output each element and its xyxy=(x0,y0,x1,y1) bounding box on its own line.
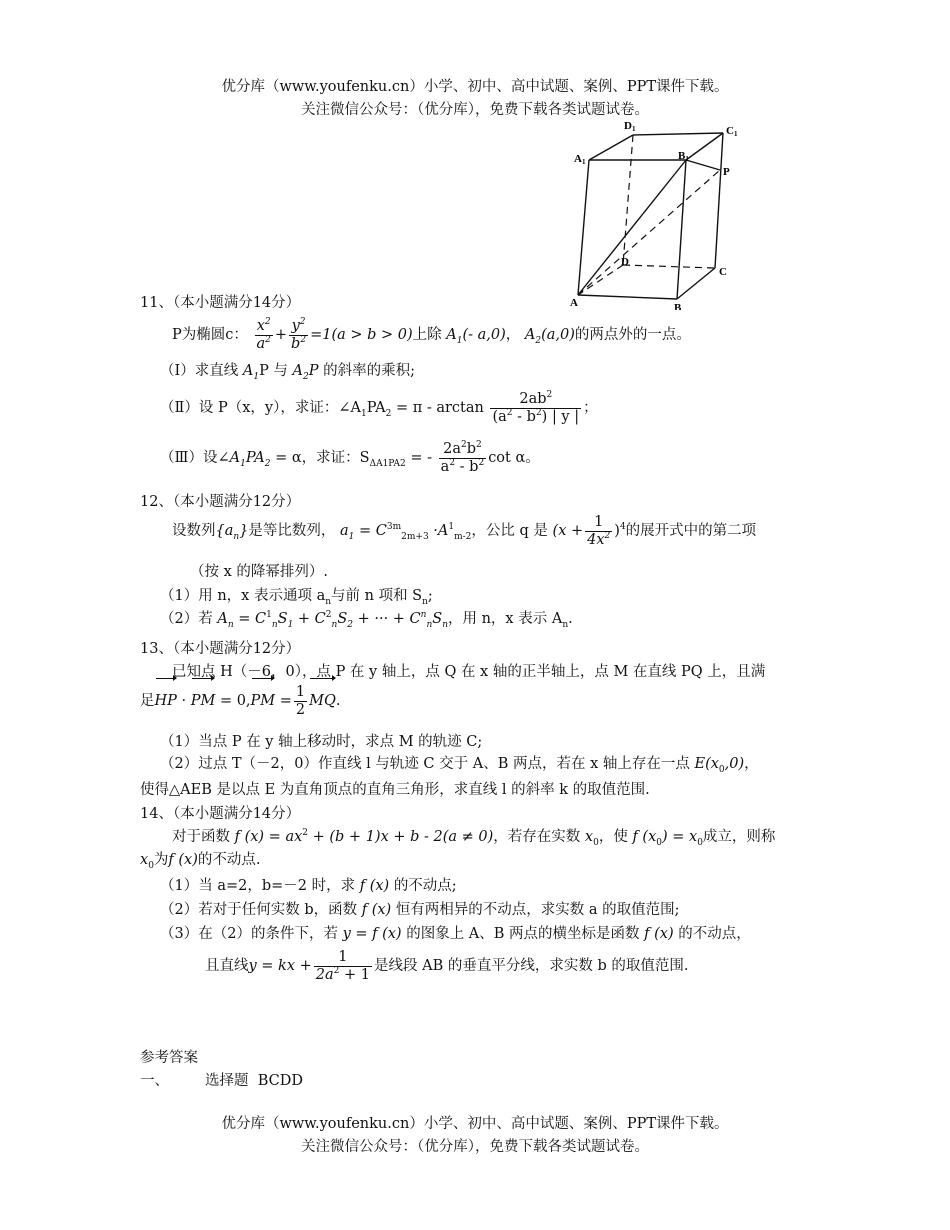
label-d: D xyxy=(621,256,629,268)
q14-last: 且直线y = kx + $\frac{1}{2a^2 + 1}$ 是线段 AB 的垂直平分线，求实数 b 的取值范围. xyxy=(205,948,689,983)
q12-part2: （2）若 $A_n = C^1_nS_1 + C^2_nS_2$ + ··· + $C^n_nS_n$，用 n，x 表示 $A_n$. xyxy=(160,610,573,630)
q13-line2: 足HP · PM = 0,PM = $\frac{1}{2}$ MQ. xyxy=(140,680,341,722)
q13-title: 13、（本小题满分12分） xyxy=(140,641,301,657)
q13-line-last: 使得△AEB 是以点 E 为直角顶点的直角三角形，求直线 l 的斜率 k 的取值范围. xyxy=(140,782,650,798)
cube-figure xyxy=(565,115,745,310)
footer-line-1: 优分库（www.youfenku.cn）小学、初中、高中试题、案例、PPT课件下载。 xyxy=(221,1116,729,1132)
q14-line1: 对于函数 f $(x) = ax^2 + (b + 1)x + b - 2(a \ne 0)$，若存在实数 $x_0$，使 f $(x_0) = x_0$成立，则称 xyxy=(172,828,776,848)
q11-part3: （Ⅲ）设$\angle A_1PA_2 = \alpha$，求证：$S_{\Delta A1PA2}$ = - $\frac{2a^2b^2}{a^2 - b^2}$ cot α。 xyxy=(160,439,540,475)
label-b: B xyxy=(674,302,682,310)
q11-title: 11、（本小题满分14分） xyxy=(140,295,301,311)
header-line-2: 关注微信公众号：（优分库），免费下载各类试题试卷。 xyxy=(301,102,649,118)
answers-title: 参考答案 xyxy=(140,1050,198,1066)
footer-line-2: 关注微信公众号：（优分库），免费下载各类试题试卷。 xyxy=(301,1139,649,1155)
q13-part1: （1）当点 P 在 y 轴上移动时，求点 M 的轨迹 C; xyxy=(160,734,483,750)
q12-part1: （1）用 n，x 表示通项 $a_n$与前 n 项和 $S_n$; xyxy=(160,588,433,607)
q11-part1: （Ⅰ）求直线 $A_1P$ 与 $A_2P$ 的斜率的乘积; xyxy=(160,363,416,382)
q12-line1: 设数列$\{a_n\}$是等比数列， $a_1 = C^{3m}_{2m+3} \cdot A^1_{m-2}$，公比 q 是 (x + $\frac{1}{4x^2}$ )$^4$的展开式中的第二项 xyxy=(172,513,757,548)
q12-title: 12、（本小题满分12分） xyxy=(140,494,301,510)
label-c: C xyxy=(719,266,727,278)
q14-part3: （3）在（2）的条件下，若 y = f (x) 的图象上 A、B 两点的横坐标是函数 f (x) 的不动点， xyxy=(160,926,751,942)
q14-part2: （2）若对于任何实数 b，函数 f (x) 恒有两相异的不动点，求实数 a 的取值范围; xyxy=(160,902,680,918)
q11-part2: （Ⅱ）设 P（x，y），求证：$\angle A_1PA_2 = \pi - \arctan$ $\frac{2ab^2}{(a^2 - b^2) | y |}$ ； xyxy=(160,389,598,425)
q12-line2: （按 x 的降幂排列）. xyxy=(190,564,329,580)
q11-statement: P为椭圆c： $\frac{x^2}{a^2}$ + $\frac{y^2}{b^2}$ =1(a > b > 0)上除 $A_1(-$ a,0)， $A_2(a,0)$的两点外的一点。 xyxy=(172,316,691,352)
label-b1: B1 xyxy=(678,150,689,163)
label-p: P xyxy=(723,166,730,178)
header-line-1: 优分库（www.youfenku.cn）小学、初中、高中试题、案例、PPT课件下载。 xyxy=(221,79,729,95)
q13-line1: 已知点 H（－6，0），点 P 在 y 轴上，点 Q 在 x 轴的正半轴上，点 M 在直线 PQ 上，且满 xyxy=(172,664,766,680)
label-a: A xyxy=(570,297,578,309)
answers-line: 一、 选择题 BCDD xyxy=(140,1073,303,1089)
q14-part1: （1）当 a=2，b=－2 时，求 f (x) 的不动点; xyxy=(160,878,457,894)
label-c1: C1 xyxy=(726,125,738,138)
q14-title: 14、（本小题满分14分） xyxy=(140,806,301,822)
q14-line2: $x_0$为f (x)的不动点. xyxy=(140,852,261,871)
label-d1: D1 xyxy=(624,120,636,133)
label-a1: A1 xyxy=(574,153,586,166)
q13-part2: （2）过点 T（－2，0）作直线 l 与轨迹 C 交于 A、B 两点，若在 x 轴上存在一点 $E(x_0,0)$， xyxy=(160,756,759,775)
